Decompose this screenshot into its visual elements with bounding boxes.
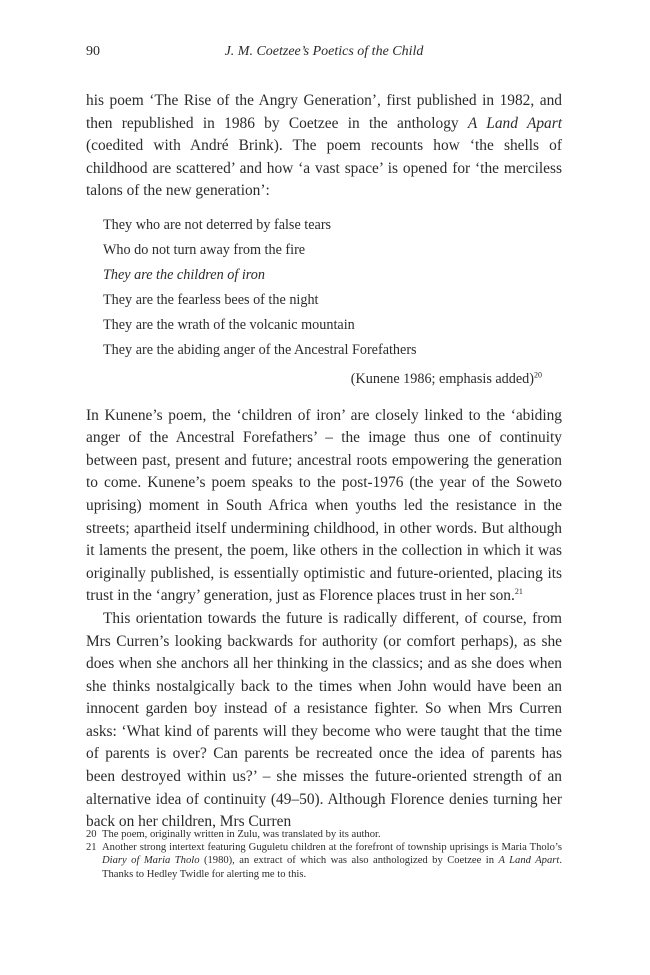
verse-citation bbox=[86, 368, 562, 391]
footnote-21-text-a: Another strong intertext featuring Guguletu children at the forefront of township uprisings is Maria Tholo’s bbox=[102, 842, 562, 854]
paragraph-1 bbox=[86, 90, 562, 203]
footnote-20 bbox=[86, 828, 562, 841]
verse-line-2: Who do not turn away from the fire bbox=[103, 241, 306, 258]
running-head: J. M. Coetzee’s Poetics of the Child bbox=[224, 44, 424, 59]
book-title-a-land-apart: A Land Apart bbox=[467, 114, 563, 132]
book-title-diary-of-maria-tholo: Diary of Maria Tholo bbox=[102, 855, 200, 867]
paragraph-2 bbox=[86, 405, 562, 608]
verse-line-3: They are the children of iron bbox=[103, 266, 265, 283]
verse-line-4: They are the fearless bees of the night bbox=[103, 291, 319, 308]
verse-line-1: They who are not deterred by false tears bbox=[103, 216, 332, 233]
footnote-21-number: 21 bbox=[86, 842, 97, 854]
footnote-ref-20[interactable]: 20 bbox=[534, 370, 542, 380]
footnote-21-text-c: . Thanks to Hedley Twidle for alerting me to this. bbox=[102, 855, 562, 880]
footnote-ref-21[interactable]: 21 bbox=[514, 587, 523, 597]
verse-line-6: They are the abiding anger of the Ancestral Forefathers bbox=[103, 341, 417, 358]
verse-line-5: They are the wrath of the volcanic mountain bbox=[103, 316, 355, 333]
footnote-20-text: The poem, originally written in Zulu, was translated by its author. bbox=[102, 829, 381, 840]
paragraph-3-text: This orientation towards the future is radically different, of course, from Mrs Curren’s looking backwards for authority (or comfort perhaps), as she does when she anchors all her thinking in the classics; and as she does when she thinks nostalgically back to the times when John would have been an innocent garden boy instead of a resistance fighter. So when Mrs Curren asks: ‘What kind of parents will they become who were taught that the time of parents is over? Can parents be recreated once the idea of parents has been destroyed within us?’ – she misses the future-oriented strength of an alternative idea of continuity (49–50). Although Florence denies turning her back on her children, Mrs Curren bbox=[86, 609, 562, 831]
paragraph-3 bbox=[86, 608, 562, 834]
footnote-21-text bbox=[102, 841, 562, 881]
footnotes bbox=[86, 828, 562, 881]
page-header bbox=[86, 40, 562, 60]
footnote-20-number: 20 bbox=[86, 829, 97, 840]
book-title-a-land-apart-footnote: A Land Apart bbox=[498, 855, 560, 867]
paragraph-1-text-a: his poem ‘The Rise of the Angry Generation’, first published in 1982, and then republished in 1986 by Coetzee in the anthology bbox=[86, 92, 562, 132]
paragraph-1-text-b: (coedited with André Brink). The poem recounts how ‘the shells of childhood are scattered’ and how ‘a vast space’ is opened for ‘the merciless talons of the new generation’: bbox=[86, 137, 562, 200]
page-number: 90 bbox=[86, 44, 100, 59]
verse-quotation bbox=[103, 213, 562, 363]
footnote-21 bbox=[86, 841, 562, 881]
book-page bbox=[86, 40, 562, 834]
body-text bbox=[86, 90, 562, 834]
footnote-21-text-b: (1980), an extract of which was also anthologized by Coetzee in bbox=[199, 855, 499, 867]
paragraph-2-text: In Kunene’s poem, the ‘children of iron’ are closely linked to the ‘abiding anger of the Ancestral Forefathers’ – the image thus one of continuity between past, present and future; ancestral roots empowering the generation to come. Kunene’s poem speaks to the post-1976 (the year of the Soweto uprising) moment in South Africa when youths led the resistance in the streets; apartheid itself undermining childhood, in other words. But although it laments the present, the poem, like others in the collection in which it was originally published, is essentially optimistic and future-oriented, placing its trust in the ‘angry’ generation, just as Florence places trust in her son. bbox=[86, 406, 562, 605]
citation-text: (Kunene 1986; emphasis added) bbox=[350, 370, 534, 387]
